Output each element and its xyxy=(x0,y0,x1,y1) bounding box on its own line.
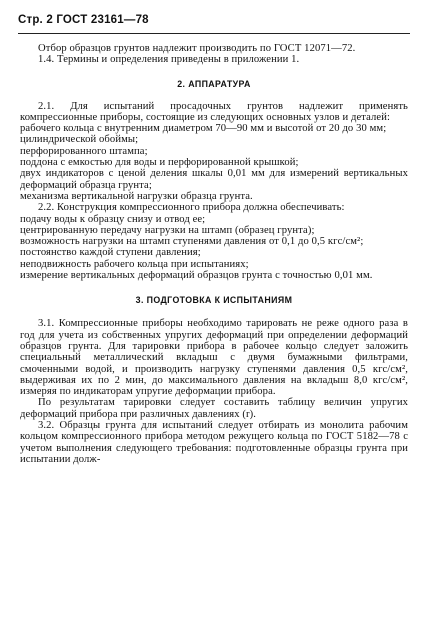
list-item: измерение вертикальных деформаций образцов грунта с точностью 0,01 мм. xyxy=(20,270,373,282)
list-item: механизма вертикальной нагрузки образца грунта. xyxy=(20,190,253,202)
list-item: рабочего кольца с внутренним диаметром 70—90 мм и высотой от 20 до 30 мм; xyxy=(20,123,387,135)
section-heading: 3. ПОДГОТОВКА К ИСПЫТАНИЯМ xyxy=(135,295,293,306)
paragraph: 1.4. Термины и определения приведены в приложении 1. xyxy=(38,54,300,66)
paragraph: 3.1. Компрессионные приборы необходимо тарировать не реже одного раза в год для учета из собственных упругих деформаций при определении деформаций образцов грунта. Для тарировки прибора в рабочее кольцо следует заложить специальный металлический вкладыш с двумя бумажными фильтрами, смоченными водой, и производить нагрузку ступенями давления 0,5 кгс/см², выдерживая их по 2 мин, до максимального давления на вкладыш 8,0 кгс/см², измеряя по индикаторам упругие деформации прибора. xyxy=(20,318,408,398)
list-item: подачу воды к образцу снизу и отвод ее; xyxy=(20,213,206,225)
list-item: неподвижность рабочего кольца при испытаниях; xyxy=(20,258,249,270)
page-header: Стр. 2 ГОСТ 23161—78 xyxy=(18,14,149,26)
paragraph: 2.2. Конструкция компрессионного прибора должна обеспечивать: xyxy=(38,202,345,214)
list-item: поддона с емкостью для воды и перфорированной крышкой; xyxy=(20,157,299,169)
document-body xyxy=(20,43,408,465)
list-item: цилиндрической обоймы; xyxy=(20,134,139,146)
section-heading: 2. АППАРАТУРА xyxy=(177,78,251,89)
list-item: возможность нагрузки на штамп ступенями давления от 0,1 до 0,5 кгс/см²; xyxy=(20,236,364,248)
paragraph: Отбор образцов грунтов надлежит производить по ГОСТ 12071—72. xyxy=(38,43,356,54)
paragraph: По результатам тарировки следует составить таблицу величин упругих деформаций прибора при различных давлениях (r). xyxy=(20,397,408,420)
list-item: перфорированного штампа; xyxy=(20,145,148,157)
paragraph: 3.2. Образцы грунта для испытаний следует отбирать из монолита рабочим кольцом компрессионного прибора методом режущего кольца по ГОСТ 5182—78 с учетом выполнения следующего требования: подготовленные образцы грунта при испытании долж- xyxy=(20,420,408,465)
header-divider xyxy=(18,33,410,34)
list-item: центрированную передачу нагрузки на штамп (образец грунта); xyxy=(20,224,315,236)
paragraph: 2.1. Для испытаний просадочных грунтов надлежит применять компрессионные приборы, состоящие из следующих основных узлов и деталей: xyxy=(20,100,408,123)
list-item: постоянство каждой ступени давления; xyxy=(20,247,201,259)
list-item: двух индикаторов с ценой деления шкалы 0,01 мм для измерений вертикальных деформаций образца грунта; xyxy=(20,168,408,191)
